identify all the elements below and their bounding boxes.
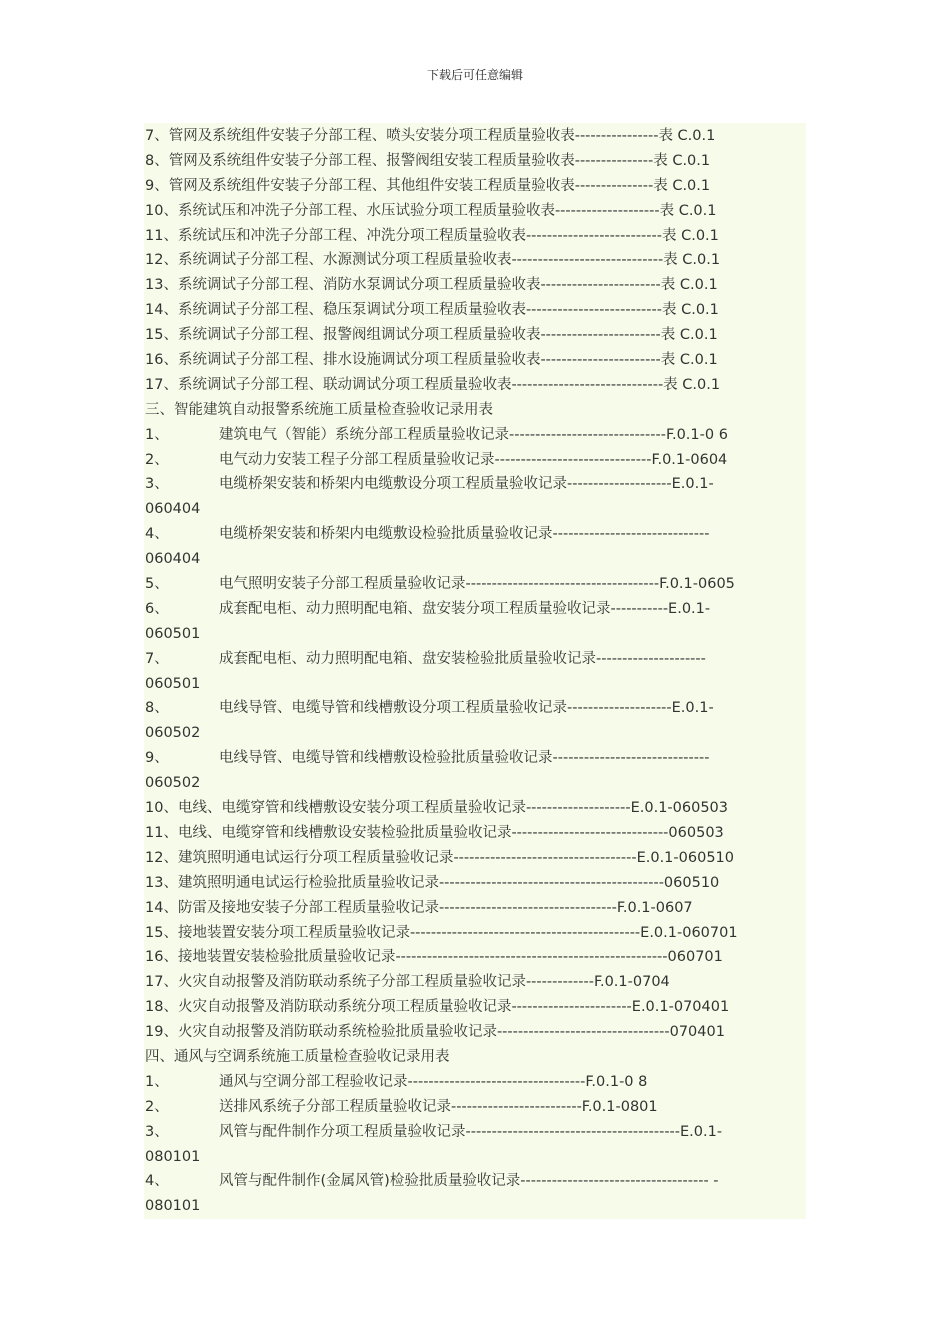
- document-line: [145, 248, 806, 273]
- document-line: [145, 721, 806, 746]
- item-text: 成套配电柜、动力照明配电箱、盘安装检验批质量验收记录---------------------: [219, 650, 706, 667]
- item-text: 080101: [145, 1198, 201, 1215]
- item-number: 1、: [145, 426, 169, 443]
- item-text: 18、火灾自动报警及消防联动系统分项工程质量验收记录-----------------------E.0.1-070401: [145, 999, 730, 1016]
- item-text: 16、接地装置安装检验批质量验收记录----------------------------------------------------060701: [145, 949, 723, 966]
- document-line: [145, 871, 806, 896]
- item-text: 19、火灾自动报警及消防联动系统检验批质量验收记录---------------------------------070401: [145, 1024, 725, 1041]
- document-line: [145, 348, 806, 373]
- document-line: [145, 896, 806, 921]
- item-text: 13、系统调试子分部工程、消防水泵调试分项工程质量验收表-----------------------表 C.0.1: [145, 277, 718, 294]
- page-header: 下载后可任意编辑: [426, 68, 523, 82]
- item-text: 10、系统试压和冲洗子分部工程、水压试验分项工程质量验收表--------------------表 C.0.1: [145, 202, 717, 219]
- item-text: 13、建筑照明通电试运行检验批质量验收记录-------------------------------------------060510: [145, 874, 720, 891]
- document-line: [145, 821, 806, 846]
- document-line: [145, 448, 806, 473]
- document-line: [145, 547, 806, 572]
- document-line: [145, 224, 806, 249]
- item-text: 9、管网及系统组件安装子分部工程、其他组件安装工程质量验收表---------------表 C.0.1: [145, 177, 711, 194]
- document-line: [145, 149, 806, 174]
- item-text: 电缆桥架安装和桥架内电缆敷设检验批质量验收记录------------------------------: [219, 526, 710, 543]
- item-text: 12、系统调试子分部工程、水源测试分项工程质量验收表-----------------------------表 C.0.1: [145, 252, 721, 269]
- document-line: [145, 1095, 806, 1120]
- item-text: 16、系统调试子分部工程、排水设施调试分项工程质量验收表-----------------------表 C.0.1: [145, 352, 718, 369]
- item-text: 8、管网及系统组件安装子分部工程、报警阀组安装工程质量验收表---------------表 C.0.1: [145, 152, 711, 169]
- document-line: [145, 398, 806, 423]
- document-line: [145, 298, 806, 323]
- document-line: [145, 995, 806, 1020]
- item-text: 送排风系统子分部工程质量验收记录-------------------------F.0.1-0801: [219, 1098, 658, 1115]
- item-number: 2、: [145, 1098, 169, 1115]
- item-text: 15、接地装置安装分项工程质量验收记录--------------------------------------------E.0.1-060701: [145, 924, 738, 941]
- item-text: 电缆桥架安装和桥架内电缆敷设分项工程质量验收记录--------------------E.0.1-: [219, 476, 714, 493]
- item-text: 10、电线、电缆穿管和线槽敷设安装分项工程质量验收记录--------------------E.0.1-060503: [145, 800, 729, 817]
- document-line: [145, 696, 806, 721]
- document-line: [145, 522, 806, 547]
- item-text: 17、火灾自动报警及消防联动系统子分部工程质量验收记录-------------F.0.1-0704: [145, 974, 670, 991]
- document-content: [144, 123, 806, 1219]
- document-line: [145, 1145, 806, 1170]
- item-text: 11、电线、电缆穿管和线槽敷设安装检验批质量验收记录------------------------------060503: [145, 824, 724, 841]
- document-line: [145, 497, 806, 522]
- item-text: 17、系统调试子分部工程、联动调试分项工程质量验收表-----------------------------表 C.0.1: [145, 376, 721, 393]
- document-line: [145, 1045, 806, 1070]
- item-text: 14、防雷及接地安装子分部工程质量验收记录----------------------------------F.0.1-0607: [145, 899, 693, 916]
- document-line: [145, 572, 806, 597]
- document-line: [145, 746, 806, 771]
- document-line: [145, 970, 806, 995]
- document-line: [145, 622, 806, 647]
- document-line: [145, 647, 806, 672]
- document-line: [145, 1020, 806, 1045]
- document-line: [145, 771, 806, 796]
- item-text: 电气照明安装子分部工程质量验收记录-------------------------------------F.0.1-0605: [219, 576, 735, 593]
- item-number: 7、: [145, 650, 169, 667]
- item-number: 8、: [145, 700, 169, 717]
- item-number: 4、: [145, 1173, 169, 1190]
- item-text: 电线导管、电缆导管和线槽敷设分项工程质量验收记录--------------------E.0.1-: [219, 700, 714, 717]
- item-text: 成套配电柜、动力照明配电箱、盘安装分项工程质量验收记录-----------E.0.1-: [219, 600, 711, 617]
- item-number: 6、: [145, 600, 169, 617]
- item-text: 060501: [145, 625, 201, 642]
- item-text: 7、管网及系统组件安装子分部工程、喷头安装分项工程质量验收表----------------表 C.0.1: [145, 128, 716, 144]
- document-line: [145, 1194, 806, 1219]
- document-line: [145, 199, 806, 224]
- document-line: [145, 672, 806, 697]
- item-text: 080101: [145, 1148, 201, 1165]
- document-line: [145, 373, 806, 398]
- item-number: 3、: [145, 476, 169, 493]
- item-number: 9、: [145, 750, 169, 767]
- document-line: [145, 124, 806, 149]
- item-text: 14、系统调试子分部工程、稳压泵调试分项工程质量验收表--------------------------表 C.0.1: [145, 302, 719, 319]
- item-text: 通风与空调分部工程验收记录----------------------------------F.0.1-0 8: [219, 1073, 648, 1090]
- item-text: 电线导管、电缆导管和线槽敷设检验批质量验收记录------------------------------: [219, 750, 710, 767]
- document-line: [145, 1169, 806, 1194]
- item-number: 3、: [145, 1123, 169, 1140]
- item-text: 060501: [145, 675, 201, 692]
- item-text: 风管与配件制作分项工程质量验收记录-----------------------------------------E.0.1-: [219, 1123, 723, 1140]
- item-text: 060502: [145, 725, 201, 742]
- document-line: [145, 921, 806, 946]
- item-text: 风管与配件制作(金属风管)检验批质量验收记录------------------------------------ -: [219, 1173, 719, 1190]
- item-text: 060404: [145, 551, 201, 568]
- item-text: 电气动力安装工程子分部工程质量验收记录------------------------------F.0.1-0604: [219, 451, 728, 468]
- item-text: 060404: [145, 501, 201, 518]
- document-line: [145, 846, 806, 871]
- document-line: [145, 945, 806, 970]
- item-number: 1、: [145, 1073, 169, 1090]
- item-text: 15、系统调试子分部工程、报警阀组调试分项工程质量验收表-----------------------表 C.0.1: [145, 327, 718, 344]
- document-line: [145, 796, 806, 821]
- document-line: [145, 423, 806, 448]
- item-number: 4、: [145, 526, 169, 543]
- item-text: 建筑电气（智能）系统分部工程质量验收记录------------------------------F.0.1-0 6: [219, 426, 728, 443]
- document-line: [145, 1070, 806, 1095]
- item-text: 11、系统试压和冲洗子分部工程、冲洗分项工程质量验收表--------------------------表 C.0.1: [145, 227, 719, 244]
- item-text: 四、通风与空调系统施工质量检查验收记录用表: [145, 1048, 450, 1065]
- item-text: 12、建筑照明通电试运行分项工程质量验收记录-----------------------------------E.0.1-060510: [145, 849, 734, 866]
- document-line: [145, 174, 806, 199]
- document-line: [145, 597, 806, 622]
- item-number: 5、: [145, 576, 169, 593]
- item-text: 三、智能建筑自动报警系统施工质量检查验收记录用表: [145, 401, 493, 418]
- item-text: 060502: [145, 775, 201, 792]
- document-line: [145, 472, 806, 497]
- document-line: [145, 323, 806, 348]
- document-line: [145, 273, 806, 298]
- item-number: 2、: [145, 451, 169, 468]
- document-line: [145, 1120, 806, 1145]
